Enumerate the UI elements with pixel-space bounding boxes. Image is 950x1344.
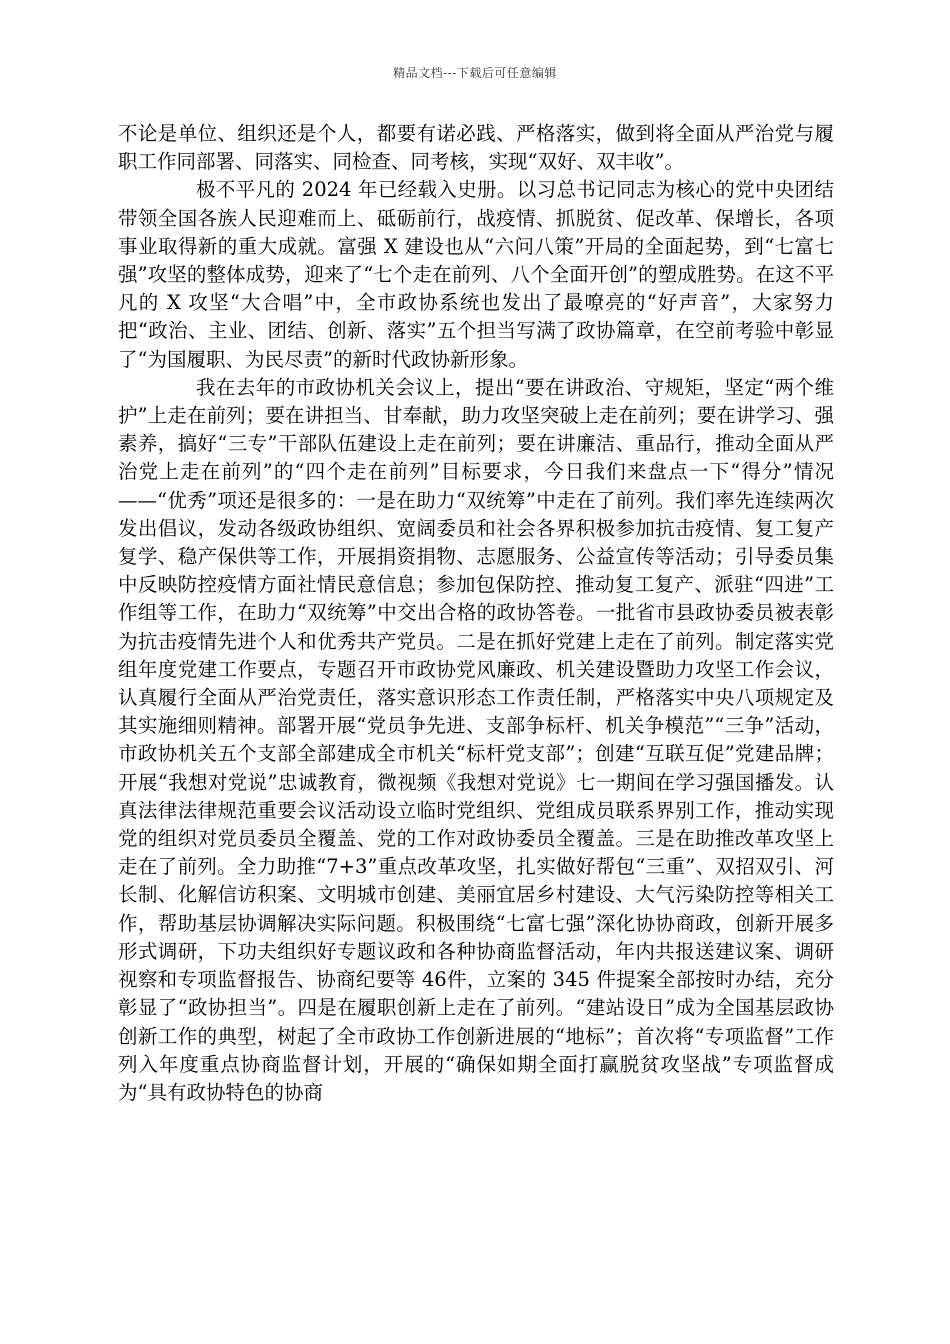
- paragraph-1: 不论是单位、组织还是个人，都要有诺必践、严格落实，做到将全面从严治党与履职工作同部署、同落实、同检查、同考核，实现“双好、双丰收”。: [118, 122, 834, 174]
- paragraph-3: 我在去年的市政协机关会议上，提出“要在讲政治、守规矩，坚定“两个维护”上走在前列；要在讲担当、甘奉献，助力攻坚突破上走在前列；要在讲学习、强素养，搞好“三专”干部队伍建设上走在前列；要在讲廉洁、重品行，推动全面从严治党上走在前列”的“四个走在前列”目标要求，今日我们来盘点一下“得分”情况——“优秀”项还是很多的：一是在助力“双统筹”中走在了前列。我们率先连续两次发出倡议，发动各级政协组织、宽阔委员和社会各界积极参加抗击疫情、复工复产复学、稳产保供等工作，开展捐资捐物、志愿服务、公益宣传等活动；引导委员集中反映防控疫情方面社情民意信息；参加包保防控、推动复工复产、派驻“四进”工作组等工作，在助力“双统筹”中交出合格的政协答卷。一批省市县政协委员被表彰为抗击疫情先进个人和优秀共产党员。二是在抓好党建上走在了前列。制定落实党组年度党建工作要点，专题召开市政协党风廉政、机关建设暨助力攻坚工作会议，认真履行全面从严治党责任，落实意识形态工作责任制，严格落实中央八项规定及其实施细则精神。部署开展“党员争先进、支部争标杆、机关争模范”“三争”活动，市政协机关五个支部全部建成全市机关“标杆党支部”；创建“互联互促”党建品牌；开展“我想对党说”忠诚教育，微视频《我想对党说》七一期间在学习强国播发。认真法律法律规范重要会议活动设立临时党组织、党组成员联系界别工作，推动实现党的组织对党员委员全覆盖、党的工作对政协委员全覆盖。三是在助推改革攻坚上走在了前列。全力助推“7+3”重点改革攻坚，扎实做好帮包“三重”、双招双引、河长制、化解信访积案、文明城市创建、美丽宜居乡村建设、大气污染防控等相关工作，帮助基层协调解决实际问题。积极围绕“七富七强”深化协协商政，创新开展多形式调研，下功夫组织好专题议政和各种协商监督活动，年内共报送建议案、调研视察和专项监督报告、协商纪要等 46件，立案的 345 件提案全部按时办结，充分彰显了“政协担当”。四是在履职创新上走在了前列。“建站设日”成为全国基层政协创新工作的典型，树起了全市政协工作创新进展的“地标”；首次将“专项监督”工作列入年度重点协商监督计划，开展的“确保如期全面打赢脱贫攻坚战”专项监督成为“具有政协特色的协商: [118, 375, 834, 1104]
- document-body: [118, 120, 834, 1107]
- paragraph-2: 极不平凡的 2024 年已经载入史册。以习总书记同志为核心的党中央团结带领全国各族人民迎难而上、砥砺前行，战疫情、抓脱贫、促改革、保增长，各项事业取得新的重大成就。富强 X 建设也从“六问八策”开局的全面起势，到“七富七强”攻坚的整体成势，迎来了“七个走在前列、八个全面开创”的塑成胜势。在这不平凡的 X 攻坚“大合唱”中，全市政协系统也发出了最嘹亮的“好声音”，大家努力把“政治、主业、团结、创新、落实”五个担当写满了政协篇章，在空前考验中彰显了“为国履职、为民尽责”的新时代政协新形象。: [118, 178, 834, 371]
- page-header: 精品文档---下载后可任意编辑: [393, 66, 557, 80]
